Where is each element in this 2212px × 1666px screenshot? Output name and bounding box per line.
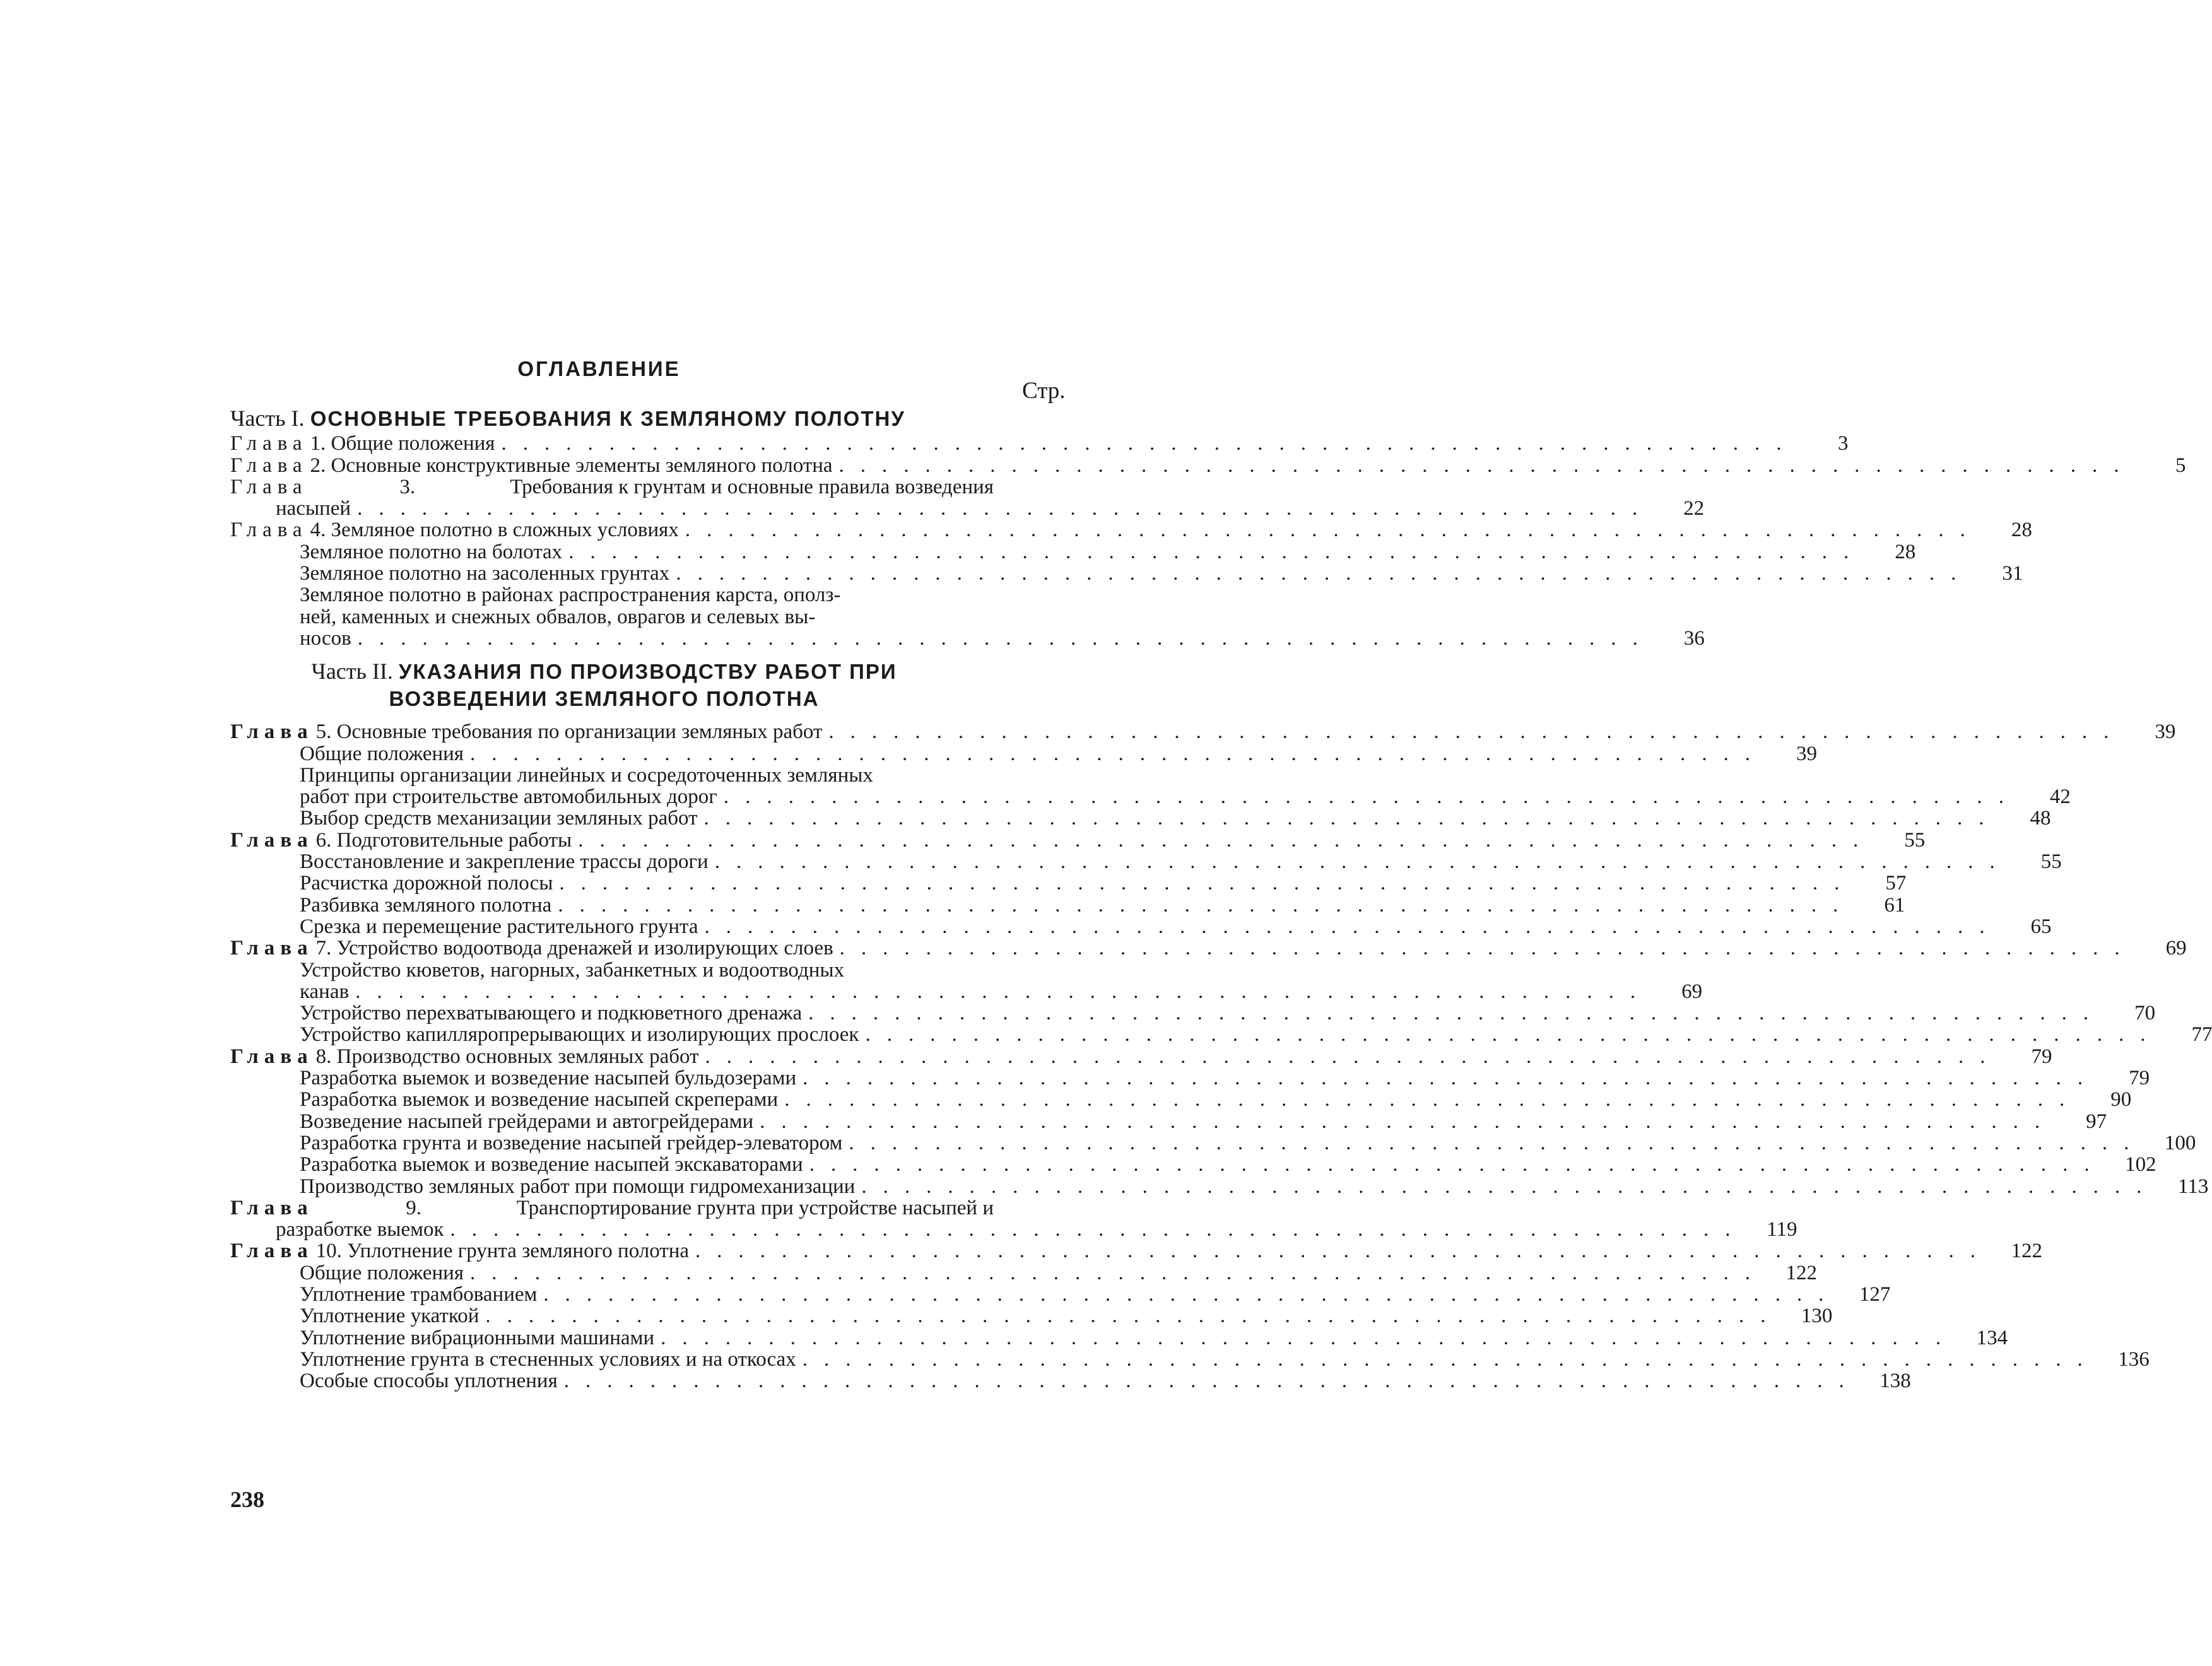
entry-text: Уплотнение укаткой — [300, 1305, 479, 1328]
chapter-number: 4. — [310, 519, 331, 542]
entry-text: Разработка выемок и возведение насыпей скреперами — [300, 1088, 779, 1112]
entry-text: Разработка выемок и возведение насыпей бульдозерами — [300, 1067, 797, 1090]
entry-title — [230, 1132, 2145, 1154]
entry-page: 39 — [1796, 742, 1817, 765]
entry-text: Уплотнение грунта земляного полотна — [347, 1240, 690, 1263]
entry-text: Общие положения — [300, 742, 464, 765]
entry-page: 39 — [2155, 720, 2176, 744]
entry-page: 122 — [1785, 1261, 1817, 1284]
entry-text: Разработка выемок и возведение насыпей экскаваторами — [300, 1153, 803, 1176]
entry-title — [230, 455, 2136, 476]
entry-page: 5 — [2175, 454, 2186, 477]
chapter-entry — [230, 720, 2176, 744]
chapter-entry — [230, 519, 2032, 542]
section-entry — [230, 807, 2051, 830]
section-entry — [230, 1326, 2008, 1349]
dot-leader: ............................................................ — [723, 785, 2020, 809]
entry-page: 65 — [2030, 915, 2052, 938]
entry-text: Устройство капилляропрерывающих и изолирующих прослоек — [300, 1023, 859, 1047]
dot-leader: ............................................................ — [558, 893, 1855, 917]
section-entry — [230, 872, 1907, 895]
dot-leader: ............................................................ — [676, 562, 1973, 585]
section-entry — [230, 1347, 2150, 1371]
entry-page: 113 — [2178, 1175, 2209, 1198]
entry-page: 79 — [2129, 1067, 2150, 1090]
entry-text: Земляное полотно на засоленных грунтах — [300, 562, 670, 585]
part-1-entries — [230, 432, 2186, 650]
entry-title — [230, 1089, 2081, 1110]
dot-leader: ............................................................ — [703, 807, 2001, 830]
entry-text: Расчистка дорожной полосы — [300, 872, 553, 895]
entry-title — [230, 584, 994, 606]
chapter-number: 3. — [399, 475, 421, 498]
entry-title — [230, 1219, 1747, 1240]
dot-leader: ............................................................ — [543, 1282, 1840, 1306]
dot-leader: ............................................................ — [828, 720, 2126, 744]
section-entry — [230, 765, 1044, 786]
chapter-entry — [230, 432, 1849, 455]
section-entry — [230, 540, 1916, 563]
dot-leader: ............................................................ — [685, 519, 1982, 542]
entry-text: Земляное полотно в районах распространения карста, ополз- — [300, 584, 841, 607]
entry-title — [230, 1154, 2106, 1175]
page-number: 238 — [230, 1487, 264, 1512]
section-entry — [230, 606, 1044, 627]
chapter-label: Глава — [230, 1240, 314, 1263]
entry-title — [230, 830, 1874, 851]
section-entry — [230, 1282, 1891, 1306]
section-entry — [230, 1067, 2150, 1090]
entry-text: канав — [300, 980, 350, 1003]
section-entry — [230, 1110, 2107, 1133]
entry-page: 136 — [2118, 1347, 2150, 1371]
chapter-entry — [230, 1240, 2043, 1263]
entry-page: 57 — [1885, 872, 1907, 895]
section-entry — [230, 584, 1044, 606]
entry-text: насыпей — [276, 497, 351, 520]
entry-title — [230, 981, 1652, 1002]
entry-page: 22 — [1683, 497, 1705, 520]
entry-page: 48 — [2030, 807, 2051, 830]
page-column-label: Стр. — [1022, 378, 1066, 404]
dot-leader: ............................................................ — [865, 1023, 2162, 1047]
section-entry — [230, 1175, 2209, 1198]
entry-text: Общие положения — [331, 432, 495, 455]
entry-text: Выбор средств механизации земляных работ — [300, 807, 698, 830]
chapter-label: Глава — [230, 1196, 314, 1219]
chapter-entry — [230, 476, 1044, 498]
entry-text: носов — [300, 626, 351, 650]
chapter-number: 8. — [315, 1045, 337, 1068]
entry-text: Разработка грунта и возведение насыпей грейдер-элеватором — [300, 1131, 843, 1154]
entry-page: 102 — [2125, 1153, 2156, 1176]
dot-leader: ............................................................ — [661, 1326, 1958, 1349]
entry-title — [230, 721, 2125, 742]
entry-text: Возведение насыпей грейдерами и автогрейдерами — [300, 1110, 754, 1133]
entry-title — [230, 1111, 2056, 1132]
section-entry — [230, 1088, 2132, 1112]
page-title: ОГЛАВЛЕНИЕ — [517, 357, 681, 380]
entry-continuation — [230, 497, 1705, 520]
entry-continuation — [230, 626, 1705, 650]
section-entry — [230, 1370, 1911, 1393]
entry-text: разработке выемок — [276, 1218, 444, 1241]
entry-title — [230, 433, 1798, 454]
chapter-label: Глава — [230, 937, 314, 960]
section-entry — [230, 1002, 2156, 1025]
entry-text: Земляное полотно на болотах — [300, 540, 563, 563]
entry-text: Основные конструктивные элементы земляного полотна — [331, 454, 833, 477]
entry-title — [230, 1284, 1840, 1305]
chapter-entry — [230, 454, 2186, 477]
entry-text: Устройство перехватывающего и подкюветного дренажа — [300, 1002, 803, 1025]
dot-leader: ............................................................ — [357, 497, 1654, 520]
entry-page: 127 — [1859, 1282, 1891, 1306]
chapter-entry — [230, 937, 2187, 960]
part-1-title: ОСНОВНЫЕ ТРЕБОВАНИЯ К ЗЕМЛЯНОМУ ПОЛОТНУ — [310, 407, 905, 430]
chapter-label: Глава — [230, 519, 308, 542]
entry-page: 122 — [2011, 1240, 2043, 1263]
dot-leader: ............................................................ — [705, 1045, 2002, 1068]
entry-text: Срезка и перемещение растительного грунта — [300, 915, 698, 938]
chapter-number: 2. — [310, 454, 331, 477]
section-entry — [230, 959, 1044, 980]
part-1-label: Часть I. — [230, 406, 305, 431]
chapter-label: Глава — [230, 720, 314, 744]
entry-title — [230, 1349, 2099, 1370]
entry-title — [230, 1024, 2162, 1045]
entry-page: 97 — [2086, 1110, 2107, 1133]
chapter-label: Глава — [230, 475, 308, 498]
entry-text: Подготовительные работы — [336, 828, 572, 852]
dot-leader: ............................................................ — [485, 1305, 1782, 1328]
entry-page: 134 — [1976, 1326, 2008, 1349]
dot-leader: ............................................................ — [695, 1240, 1992, 1263]
dot-leader: ............................................................ — [469, 1261, 1767, 1284]
entry-title — [230, 1370, 1861, 1392]
entry-page: 119 — [1767, 1218, 1797, 1241]
dot-leader: ............................................................ — [861, 1175, 2158, 1198]
entry-page: 3 — [1838, 432, 1849, 455]
entry-title — [230, 476, 994, 498]
entry-page: 42 — [2049, 785, 2071, 809]
dot-leader: ............................................................ — [357, 626, 1654, 650]
dot-leader: ............................................................ — [808, 1002, 2105, 1025]
dot-leader: ............................................................ — [563, 1370, 1861, 1393]
entry-text: Общие положения — [300, 1261, 464, 1284]
entry-page: 130 — [1801, 1305, 1833, 1328]
entry-title — [230, 628, 1654, 649]
entry-text: Особые способы уплотнения — [300, 1370, 558, 1393]
entry-continuation — [230, 785, 2071, 809]
chapter-entry — [230, 1197, 1044, 1219]
entry-page: 55 — [1904, 828, 1926, 852]
entry-page: 69 — [1681, 980, 1703, 1003]
entry-text: Основные требования по организации земляных работ — [336, 720, 823, 744]
section-entry — [230, 1023, 2212, 1047]
section-entry — [230, 915, 2052, 938]
entry-page: 100 — [2164, 1131, 2196, 1154]
dot-leader: ............................................................ — [849, 1131, 2146, 1154]
entry-title — [230, 807, 2001, 829]
entry-continuation — [230, 1218, 1797, 1241]
entry-title — [230, 563, 1972, 584]
chapter-number: 6. — [315, 828, 337, 852]
entry-title — [230, 1002, 2105, 1024]
chapter-label: Глава — [230, 454, 308, 477]
dot-leader: ............................................................ — [803, 1067, 2100, 1090]
table-of-contents — [230, 404, 2212, 1393]
entry-title — [230, 1197, 994, 1219]
dot-leader: ............................................................ — [760, 1110, 2057, 1133]
entry-page: 70 — [2134, 1002, 2156, 1025]
entry-title — [230, 786, 2020, 807]
entry-text: Производство основных земляных работ — [336, 1045, 699, 1068]
part-2-entries — [230, 720, 2212, 1393]
dot-leader: ............................................................ — [355, 980, 1652, 1003]
entry-title — [230, 851, 2011, 872]
entry-title — [230, 1046, 2002, 1067]
entry-title — [230, 916, 2001, 937]
section-entry — [230, 1153, 2156, 1176]
entry-continuation — [230, 980, 1703, 1003]
entry-text: Транспортирование грунта при устройстве насыпей и — [516, 1196, 994, 1219]
entry-page: 55 — [2040, 850, 2062, 874]
dot-leader: ............................................................ — [839, 937, 2136, 960]
section-entry — [230, 562, 2023, 585]
entry-title — [230, 765, 994, 786]
entry-title — [230, 872, 1856, 894]
dot-leader: ............................................................ — [704, 915, 2001, 938]
chapter-number: 5. — [315, 720, 337, 744]
entry-title — [230, 1262, 1767, 1284]
part-1-heading — [230, 404, 1044, 433]
entry-text: Производство земляных работ при помощи гидромеханизации — [300, 1175, 856, 1198]
entry-text: Восстановление и закрепление трассы дороги — [300, 850, 709, 874]
entry-text: Устройство кюветов, нагорных, забанкетных и водоотводных — [300, 958, 845, 982]
section-entry — [230, 1131, 2196, 1154]
chapter-number: 1. — [310, 432, 331, 455]
dot-leader: ............................................................ — [469, 742, 1767, 765]
dot-leader: ............................................................ — [802, 1347, 2099, 1371]
entry-title — [230, 1305, 1782, 1327]
dot-leader: ............................................................ — [501, 432, 1798, 455]
part-2-title-line-2: ВОЗВЕДЕНИИ ЗЕМЛЯНОГО ПОЛОТНА — [389, 686, 820, 710]
entry-text: работ при строительстве автомобильных дорог — [300, 785, 717, 809]
chapter-label: Глава — [230, 432, 308, 455]
section-entry — [230, 1261, 1817, 1284]
entry-title — [230, 1176, 2158, 1197]
chapter-number: 9. — [406, 1196, 427, 1219]
part-2-heading — [230, 658, 921, 712]
entry-page: 69 — [2165, 937, 2187, 960]
dot-leader: ............................................................ — [809, 1153, 2106, 1176]
section-entry — [230, 1305, 1833, 1328]
entry-page: 28 — [1895, 540, 1916, 563]
section-entry — [230, 742, 1817, 765]
dot-leader: ............................................................ — [559, 872, 1856, 895]
entry-title — [230, 541, 1865, 563]
entry-text: Уплотнение вибрационными машинами — [300, 1326, 655, 1349]
chapter-number: 7. — [315, 937, 337, 960]
chapter-number: 10. — [315, 1240, 348, 1263]
section-entry — [230, 850, 2062, 874]
entry-text: Устройство водоотвода дренажей и изолирующих слоев — [336, 937, 833, 960]
entry-title — [230, 895, 1854, 916]
entry-text: ней, каменных и снежных обвалов, оврагов и селевых вы- — [300, 605, 816, 628]
chapter-label: Глава — [230, 828, 314, 852]
entry-page: 79 — [2031, 1045, 2052, 1068]
entry-text: Земляное полотно в сложных условиях — [331, 519, 679, 542]
chapter-entry — [230, 1045, 2052, 1068]
entry-text: Принципы организации линейных и сосредоточенных земляных — [300, 763, 873, 787]
dot-leader: ............................................................ — [714, 850, 2011, 874]
dot-leader: ............................................................ — [838, 454, 2136, 477]
entry-text: Уплотнение грунта в стесненных условиях и на откосах — [300, 1347, 796, 1371]
entry-title — [230, 937, 2136, 959]
entry-title — [230, 1327, 1957, 1349]
entry-page: 90 — [2110, 1088, 2132, 1112]
part-2-label: Часть II. — [311, 658, 393, 684]
entry-page: 28 — [2011, 519, 2032, 542]
entry-title — [230, 959, 994, 981]
dot-leader: ............................................................ — [568, 540, 1866, 563]
section-entry — [230, 893, 1905, 917]
dot-leader: ............................................................ — [784, 1088, 2081, 1112]
chapter-label: Глава — [230, 1045, 314, 1068]
entry-text: Уплотнение трамбованием — [300, 1282, 538, 1306]
entry-title — [230, 1240, 1992, 1262]
entry-page: 138 — [1880, 1370, 1911, 1393]
chapter-entry — [230, 828, 1926, 852]
part-2-title-line-1: УКАЗАНИЯ ПО ПРОИЗВОДСТВУ РАБОТ ПРИ — [398, 659, 897, 683]
entry-page: 36 — [1683, 626, 1705, 650]
dot-leader: ............................................................ — [450, 1218, 1747, 1241]
entry-page: 77 — [2191, 1023, 2212, 1047]
entry-text: Разбивка земляного полотна — [300, 893, 552, 917]
entry-title — [230, 606, 994, 628]
entry-page: 61 — [1884, 893, 1905, 917]
entry-title — [230, 743, 1767, 765]
entry-page: 31 — [2002, 562, 2023, 585]
entry-title — [230, 498, 1654, 519]
entry-text: Требования к грунтам и основные правила возведения — [510, 475, 994, 498]
entry-title — [230, 519, 1982, 541]
entry-title — [230, 1067, 2099, 1089]
dot-leader: ............................................................ — [578, 828, 1875, 852]
